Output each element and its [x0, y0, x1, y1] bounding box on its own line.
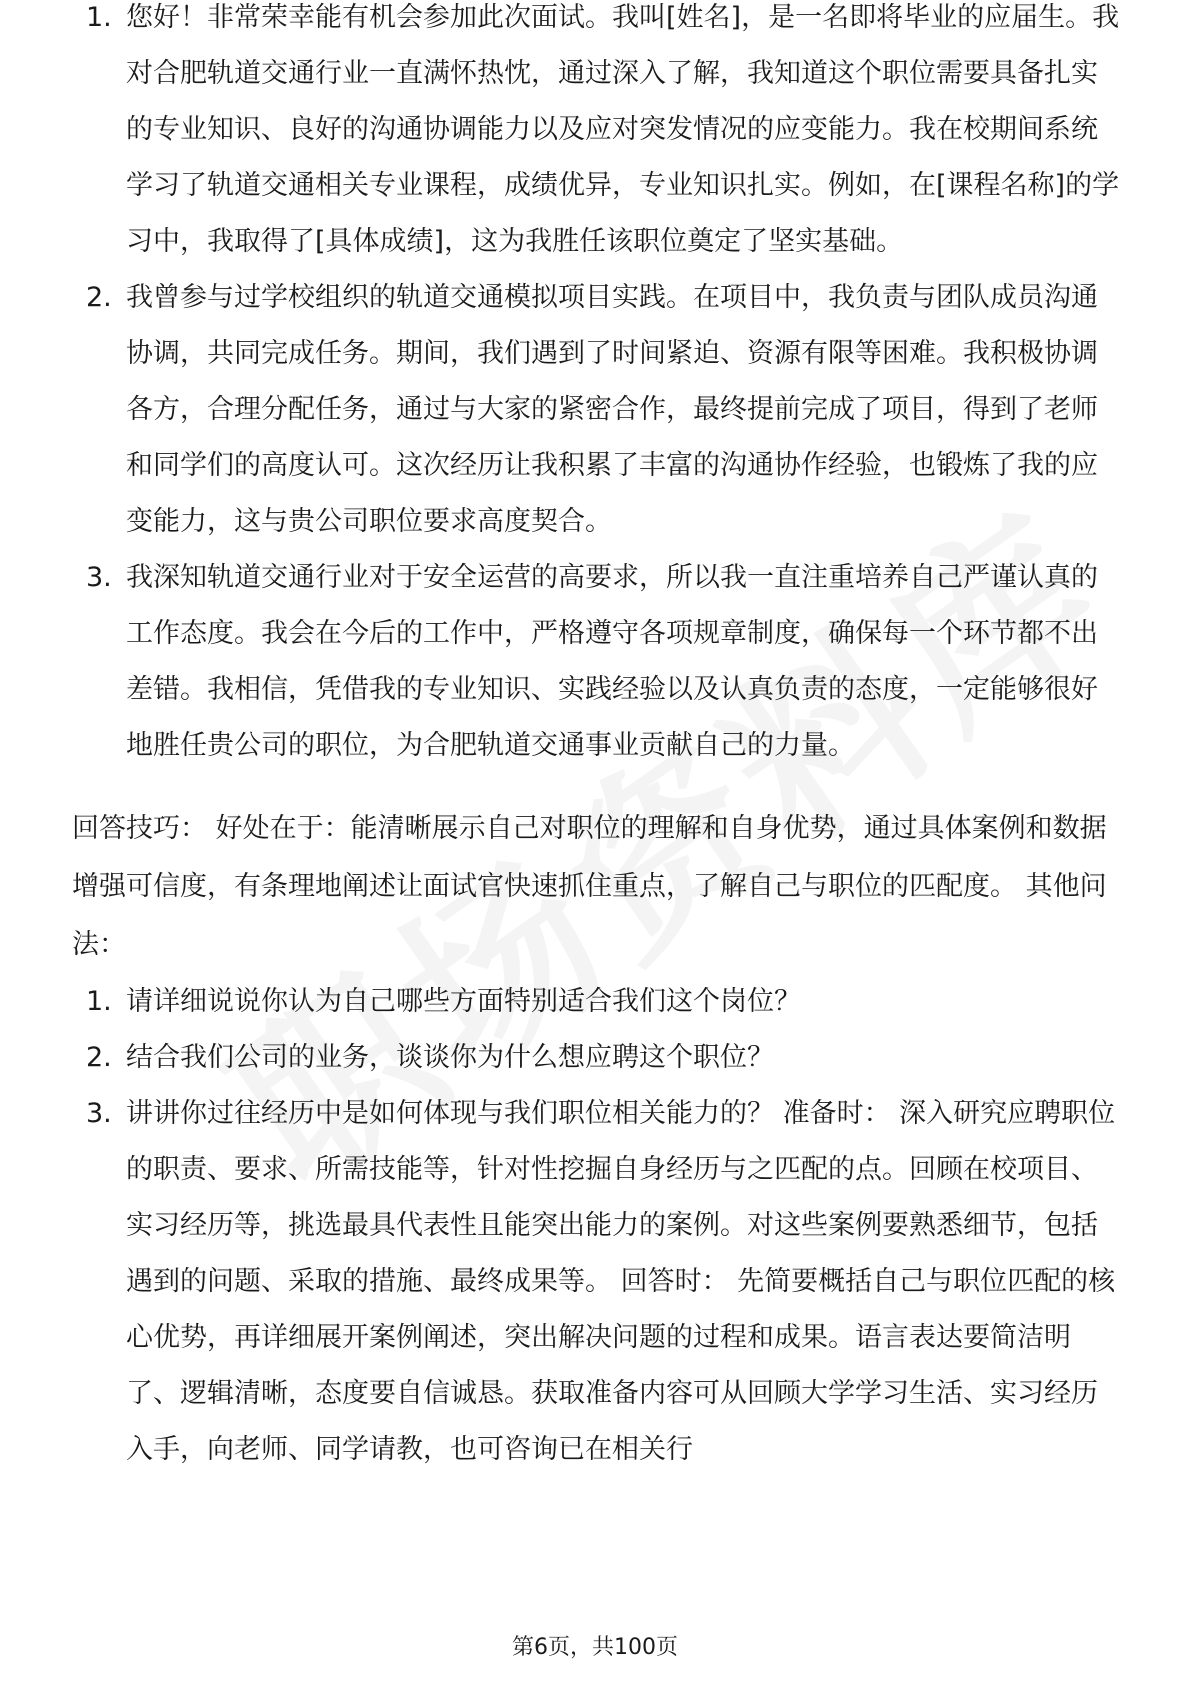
list-item: 3. 讲讲你过往经历中是如何体现与我们职位相关能力的？ 准备时： 深入研究应聘职位的职责、要求、所需技能等，针对性挖掘自身经历与之匹配的点。回顾在校项目、实习经历等，挑选最具代表性且能突出能力的案例。对这些案例要熟悉细节，包括遇到的问题、采取的措施、最终成果等。 回答时： 先简要概括自己与职位匹配的核心优势，再详细展开案例阐述，突出解决问题的过程和成果。语言表达要简洁明了、逻辑清晰，态度要自信诚恳。获取准备内容可从回顾大学学习生活、实习经历入手，向老师、同学请教，也可咨询已在相关行	[86, 1098, 1116, 1465]
question-list	[72, 974, 1122, 1478]
list-item-text: 结合我们公司的业务，谈谈你为什么想应聘这个职位？	[126, 1042, 774, 1073]
list-item-text: 我深知轨道交通行业对于安全运营的高要求，所以我一直注重培养自己严谨认真的工作态度。我会在今后的工作中，严格遵守各项规章制度，确保每一个环节都不出差错。我相信，凭借我的专业知识、实践经验以及认真负责的态度，一定能够很好地胜任贵公司的职位，为合肥轨道交通事业贡献自己的力量。	[126, 562, 1098, 761]
tips-paragraph: 回答技巧： 好处在于：能清晰展示自己对职位的理解和自身优势，通过具体案例和数据增强可信度，有条理地阐述让面试官快速抓住重点，了解自己与职位的匹配度。 其他问法：	[72, 813, 1107, 960]
list-item: 1. 您好！非常荣幸能有机会参加此次面试。我叫[姓名]，是一名即将毕业的应届生。我对合肥轨道交通行业一直满怀热忱，通过深入了解，我知道这个职位需要具备扎实的专业知识、良好的沟通协调能力以及应对突发情况的应变能力。我在校期间系统学习了轨道交通相关专业课程，成绩优异，专业知识扎实。例如，在[课程名称]的学习中，我取得了[具体成绩]，这为我胜任该职位奠定了坚实基础。	[86, 2, 1120, 257]
document-body	[72, 2, 1122, 1478]
list-item: 2. 结合我们公司的业务，谈谈你为什么想应聘这个职位？	[86, 1042, 774, 1073]
list-item: 2. 我曾参与过学校组织的轨道交通模拟项目实践。在项目中，我负责与团队成员沟通协调，共同完成任务。期间，我们遇到了时间紧迫、资源有限等困难。我积极协调各方，合理分配任务，通过与大家的紧密合作，最终提前完成了项目，得到了老师和同学们的高度认可。这次经历让我积累了丰富的沟通协作经验，也锻炼了我的应变能力，这与贵公司职位要求高度契合。	[86, 282, 1098, 537]
list-item: 1. 请详细说说你认为自己哪些方面特别适合我们这个岗位？	[86, 986, 801, 1017]
list-item-text: 您好！非常荣幸能有机会参加此次面试。我叫[姓名]，是一名即将毕业的应届生。我对合肥轨道交通行业一直满怀热忱，通过深入了解，我知道这个职位需要具备扎实的专业知识、良好的沟通协调能力以及应对突发情况的应变能力。我在校期间系统学习了轨道交通相关专业课程，成绩优异，专业知识扎实。例如，在[课程名称]的学习中，我取得了[具体成绩]，这为我胜任该职位奠定了坚实基础。	[126, 2, 1120, 257]
answer-list	[72, 0, 1122, 774]
list-item-text: 请详细说说你认为自己哪些方面特别适合我们这个岗位？	[126, 986, 801, 1017]
list-item-text: 我曾参与过学校组织的轨道交通模拟项目实践。在项目中，我负责与团队成员沟通协调，共同完成任务。期间，我们遇到了时间紧迫、资源有限等困难。我积极协调各方，合理分配任务，通过与大家的紧密合作，最终提前完成了项目，得到了老师和同学们的高度认可。这次经历让我积累了丰富的沟通协作经验，也锻炼了我的应变能力，这与贵公司职位要求高度契合。	[126, 282, 1098, 537]
list-item: 3. 我深知轨道交通行业对于安全运营的高要求，所以我一直注重培养自己严谨认真的工作态度。我会在今后的工作中，严格遵守各项规章制度，确保每一个环节都不出差错。我相信，凭借我的专业知识、实践经验以及认真负责的态度，一定能够很好地胜任贵公司的职位，为合肥轨道交通事业贡献自己的力量。	[86, 562, 1098, 761]
list-item-text: 讲讲你过往经历中是如何体现与我们职位相关能力的？ 准备时： 深入研究应聘职位的职责、要求、所需技能等，针对性挖掘自身经历与之匹配的点。回顾在校项目、实习经历等，挑选最具代表性且能突出能力的案例。对这些案例要熟悉细节，包括遇到的问题、采取的措施、最终成果等。 回答时： 先简要概括自己与职位匹配的核心优势，再详细展开案例阐述，突出解决问题的过程和成果。语言表达要简洁明了、逻辑清晰，态度要自信诚恳。获取准备内容可从回顾大学学习生活、实习经历入手，向老师、同学请教，也可咨询已在相关行	[126, 1098, 1116, 1465]
page-footer: 第6页，共100页	[512, 1635, 678, 1660]
